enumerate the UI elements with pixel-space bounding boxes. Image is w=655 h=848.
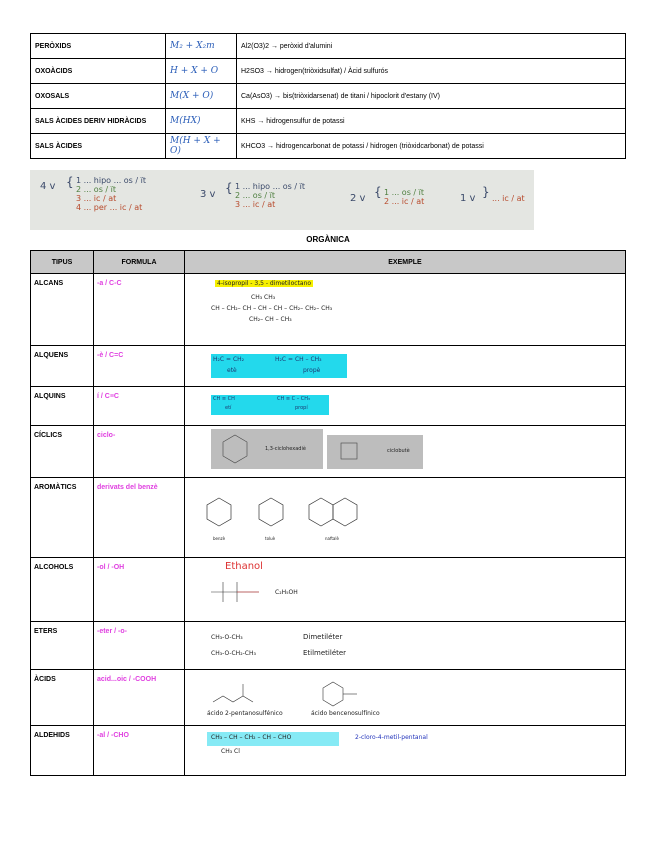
compound-name: Dimetiléter [303,633,343,641]
compound-name: ciclobutè [387,448,410,454]
formula-cell: derivats del benzè [94,478,185,558]
exemple-cell [185,670,626,726]
exemple-cell: KHCO3 → hidrogencarbonat de potassi / hidrogen (triòxidcarbonat) de potassi [237,134,626,159]
structure-line: CH₂– CH – CH₃ [249,316,292,323]
tipus-cell: PERÒXIDS [31,34,166,59]
compound-name: Etilmetiléter [303,649,347,657]
substituents: CH₃ Cl [221,748,240,755]
tipus-cell: ALCOHOLS [31,558,94,622]
handwritten-list [384,188,424,206]
table-row [31,558,626,622]
formula-text: CH ≡ C – CH₃ [277,396,311,402]
ethanol-structure [207,576,267,610]
aromatic-structures [199,484,399,548]
hand-line: 4 ... per ... ic / at [76,203,143,212]
cyclohexadiene-structure [215,429,255,469]
exemple-cell [185,346,626,387]
exemple-cell [185,426,626,478]
group-label: 3 v [200,189,216,200]
formula-text: CH₃-O-CH₂-CH₃ [211,650,256,657]
hand-line: 1 ... os / ït [384,188,425,197]
handwritten-list [235,182,305,209]
exemple-cell [185,274,626,346]
formula-cell: í / C≡C [94,387,185,426]
formula-cell: acid...oic / -COOH [94,670,185,726]
compound-name: naftalè [325,536,339,541]
formula-cell: -è / C=C [94,346,185,387]
tipus-cell: CÍCLICS [31,426,94,478]
compound-name: 2-cloro-4-metil-pentanal [355,734,428,741]
table-row [31,670,626,726]
formula-cell: H + X + O [166,59,237,84]
compound-title: Ethanol [225,561,263,572]
hand-line: 1 ... hipo ... os / ït [235,182,305,191]
organic-table [30,250,626,776]
group-label: 2 v [350,193,366,204]
acid-structures [207,674,397,710]
brace: } [482,185,490,199]
tipus-cell: AROMÀTICS [31,478,94,558]
tipus-cell: OXOSALS [31,84,166,109]
exemple-cell: KHS → hidrogensulfur de potassi [237,109,626,134]
brace: { [225,181,233,195]
exemple-cell: H2SO3 → hidrogen(triòxidsulfat) / Àcid sulfurós [237,59,626,84]
tipus-cell: SALS ÀCIDES [31,134,166,159]
exemple-cell [185,478,626,558]
compound-name: ácido 2-pentanosulfénico [207,710,283,717]
hand-line: 1 ... hipo ... os / ït [76,176,146,185]
compound-name: etè [227,367,237,374]
formula-cell: M(X + O) [166,84,237,109]
inorganic-table [30,33,626,159]
formula-cell: M₂ + X₂m [166,34,237,59]
compound-name: 1,3-ciclohexadiè [265,446,306,452]
hand-line: 3 ... ic / at [76,194,117,203]
brace: { [66,175,74,189]
table-row [31,134,626,159]
exemple-cell: Ca(AsO3) → bis(triòxidarsenat) de titani / hipoclorit d'estany (IV) [237,84,626,109]
formula-cell: -ol / -OH [94,558,185,622]
section-title: ORGÀNICA [306,235,350,244]
compound-name: toluè [265,536,276,541]
hand-line: 3 ... ic / at [235,200,276,209]
column-header-tipus: TIPUS [31,251,94,274]
tipus-cell: ALCANS [31,274,94,346]
group-label: 4 v [40,181,56,192]
compound-name: propí [295,405,308,411]
structure-image [211,429,323,469]
structure-image [327,435,423,469]
tipus-cell: SALS ÀCIDES DERIV HIDRÀCIDS [31,109,166,134]
table-row [31,346,626,387]
compound-name: 4-isopropil - 3,5 - dimetiloctano [217,280,312,287]
formula-cell: M(HX) [166,109,237,134]
exemple-cell [185,622,626,670]
hand-line: 2 ... ic / at [384,197,425,206]
tipus-cell: ALDEHIDS [31,726,94,776]
tipus-cell: ETERS [31,622,94,670]
table-row [31,59,626,84]
header-row [31,251,626,274]
handwritten-list [76,176,146,212]
tipus-cell: OXOÀCIDS [31,59,166,84]
column-header-exemple: EXEMPLE [185,251,626,274]
table-row [31,622,626,670]
tipus-cell: ALQUENS [31,346,94,387]
exemple-cell [185,558,626,622]
compound-name: ácido bencenosulfínico [311,710,380,717]
compound-name: propè [303,367,321,374]
formula-cell: M(H + X + O) [166,134,237,159]
formula-text: CH₃-O-CH₃ [211,634,243,641]
hand-line: ... ic / at [492,194,525,203]
formula-cell: -al / -CHO [94,726,185,776]
formula-cell: ciclo- [94,426,185,478]
formula-text: CH ≡ CH [213,396,235,402]
formula-cell: -eter / -o- [94,622,185,670]
table-row [31,274,626,346]
column-header-formula: FORMULA [94,251,185,274]
exemple-cell [185,726,626,776]
compound-name: etí [225,405,232,411]
formula-text: CH₃ – CH – CH₂ – CH – CHO [211,734,292,741]
condensed-formula: C₂H₅OH [275,589,298,596]
table-row [31,387,626,426]
formula-text: H₂C = CH₂ [213,356,245,363]
cyclobutene-structure [335,437,365,467]
brace: { [374,185,382,199]
table-row [31,109,626,134]
structure-line: CH – CH₂– CH – CH – CH – CH₂– CH₂– CH₃ [211,305,333,312]
hand-line: 2 ... os / ït [235,191,276,200]
table-row [31,478,626,558]
structure-line: CH₃ CH₃ [251,294,276,301]
table-row [31,726,626,776]
group-label: 1 v [460,193,476,204]
handwritten-notes-photo [30,170,534,230]
tipus-cell: ÀCIDS [31,670,94,726]
tipus-cell: ALQUINS [31,387,94,426]
exemple-cell [185,387,626,426]
table-row [31,34,626,59]
formula-cell: -a / C-C [94,274,185,346]
exemple-cell: Al2(O3)2 → peròxid d'alumini [237,34,626,59]
formula-text: H₂C = CH – CH₃ [275,356,322,363]
compound-name: benzè [213,536,226,541]
table-row [31,84,626,109]
hand-line: 2 ... os / ït [76,185,117,194]
table-row [31,426,626,478]
